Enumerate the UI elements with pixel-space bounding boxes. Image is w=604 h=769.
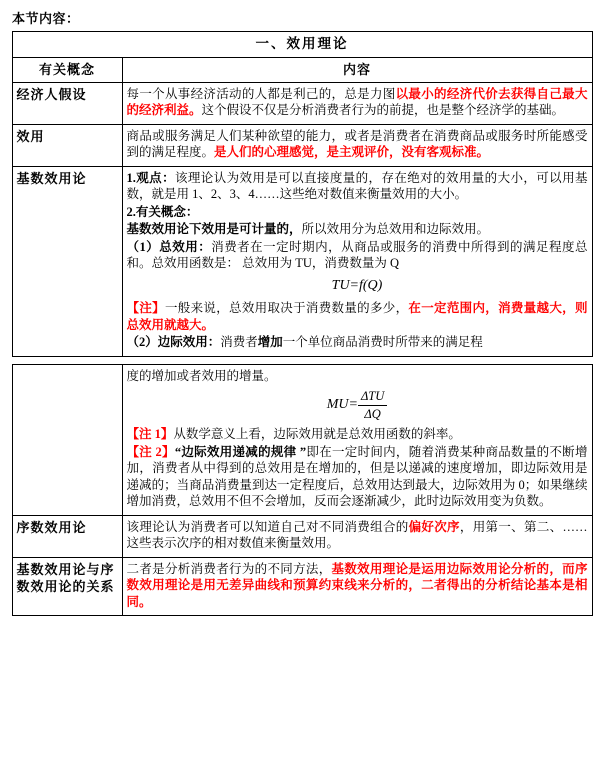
row-content: [122, 364, 592, 515]
column-header-content: 内容: [122, 57, 592, 82]
row-content: [122, 124, 592, 166]
text-run: 这个假设不仅是分析消费者行为的前提，也是整个经济学的基础。: [201, 103, 565, 118]
text-run: 该理论认为效用是可以直接度量的，存在绝对的效用量的大小，可以用基数，就是用 1、2、3、4……这些绝对数值来衡量效用的大小。: [126, 170, 588, 202]
row-term: 序数效用论: [12, 515, 122, 557]
text-run: 基数效用理论是运用边际效用论分析的，而序数效用理论是用无差异曲线和预算约束线来分析的，二者得出的分析结论基本是相同。: [126, 561, 588, 609]
formula-TU-eq: TU=f(Q): [331, 277, 383, 293]
text-run: 度的增加或者效用的增量。: [126, 368, 277, 383]
table-header-row: [12, 57, 592, 82]
text-run: 一个单位商品消费时所带来的满足程: [282, 335, 483, 350]
paragraph: [127, 204, 588, 221]
paragraph: [127, 368, 588, 385]
paragraph: [127, 128, 588, 161]
text-run: 【注 2】: [126, 444, 175, 459]
text-run: 二者是分析消费者行为的不同方法，: [126, 561, 332, 576]
row-term: 基数效用论与序数效用论的关系: [12, 557, 122, 616]
text-run: 消费者在一定时期内，从商品或服务的消费中所得到的满足程度总和。总效用函数是： 总效用为 TU，消费数量为 Q: [126, 239, 588, 271]
text-run: 每一个从事经济活动的人都是利己的，总是力图: [126, 86, 396, 101]
paragraph: [127, 561, 588, 611]
text-run: 从数学意义上看，边际效用就是总效用函数的斜率。: [173, 427, 461, 442]
row-term: 基数效用论: [12, 166, 122, 356]
row-term: [12, 364, 122, 515]
text-run: 偏好次序: [408, 519, 460, 534]
paragraph: [127, 300, 588, 333]
table-row: [12, 124, 592, 166]
text-run: 所以效用分为总效用和边际效用。: [301, 222, 490, 237]
content-table-continued: [12, 364, 593, 616]
paragraph: [127, 444, 588, 510]
text-run: 是人们的心理感觉，是主观评价，没有客观标准。: [214, 145, 490, 160]
text-run: 1.观点：: [126, 170, 175, 185]
paragraph: [127, 426, 588, 443]
paragraph: [127, 334, 588, 351]
page-title: 本节内容：: [12, 11, 80, 26]
paragraph: [127, 221, 588, 238]
text-run: 商品或服务满足人们某种欲望的能力，或者是消费者在消费商品或服务时所能感受到的满足程度。: [126, 128, 588, 160]
table-row: [12, 82, 592, 124]
table-row: [12, 364, 592, 515]
table-row: [12, 557, 592, 616]
text-run: （1）总效用：: [126, 239, 212, 254]
text-run: 增加: [257, 335, 283, 350]
text-run: （2）边际效用：: [126, 335, 221, 350]
text-run: ，用第一、第二、……这些表示次序的相对数值来衡量效用。: [126, 519, 588, 551]
content-table: [12, 31, 593, 357]
formula-MU-eq: MU= $\frac{\text{ΔTU}}{\Delta Q}$: [127, 389, 588, 421]
text-run: 一般来说，总效用取决于消费数量的多少，: [164, 301, 409, 316]
row-term: 效用: [12, 124, 122, 166]
text-run: 【注】: [126, 301, 165, 316]
paragraph: [127, 239, 588, 272]
section-heading-row: [12, 32, 592, 58]
paragraph: [127, 519, 588, 552]
text-run: 即在一定时间内，随着消费某种商品数量的不断增加，消费者从中得到的总效用是在增加的，但是以递减的速度增加，即边际效用是递减的；当商品消费量到达一定程度后，总效用达到最大，边际效用为 0；如果继续增加消费，总效用不但不会增加，反而会逐渐减少，此时边际效用变为负数。: [126, 444, 588, 509]
row-content: [122, 166, 592, 356]
section-heading: 一、效用理论: [12, 32, 592, 58]
row-content: [122, 515, 592, 557]
text-run: “边际效用递减的规律 ”: [174, 444, 307, 459]
table-row: [12, 166, 592, 356]
text-run: 【注 1】: [126, 427, 174, 442]
row-content: [122, 557, 592, 616]
text-run: 在一定范围内，消费量越大，则总效用就越大。: [126, 301, 588, 332]
table-row: [12, 515, 592, 557]
paragraph: [127, 86, 588, 119]
text-run: 基数效用论下效用是可计量的，: [126, 222, 302, 237]
paragraph: [127, 170, 588, 203]
row-term: 经济人假设: [12, 82, 122, 124]
text-run: 以最小的经济代价去获得自己最大的经济利益。: [126, 86, 588, 118]
text-run: 2.有关概念：: [126, 204, 199, 219]
row-content: [122, 82, 592, 124]
column-header-concept: 有关概念: [12, 57, 122, 82]
text-run: 该理论认为消费者可以知道自己对不同消费组合的: [126, 519, 409, 534]
text-run: 消费者: [220, 335, 258, 350]
